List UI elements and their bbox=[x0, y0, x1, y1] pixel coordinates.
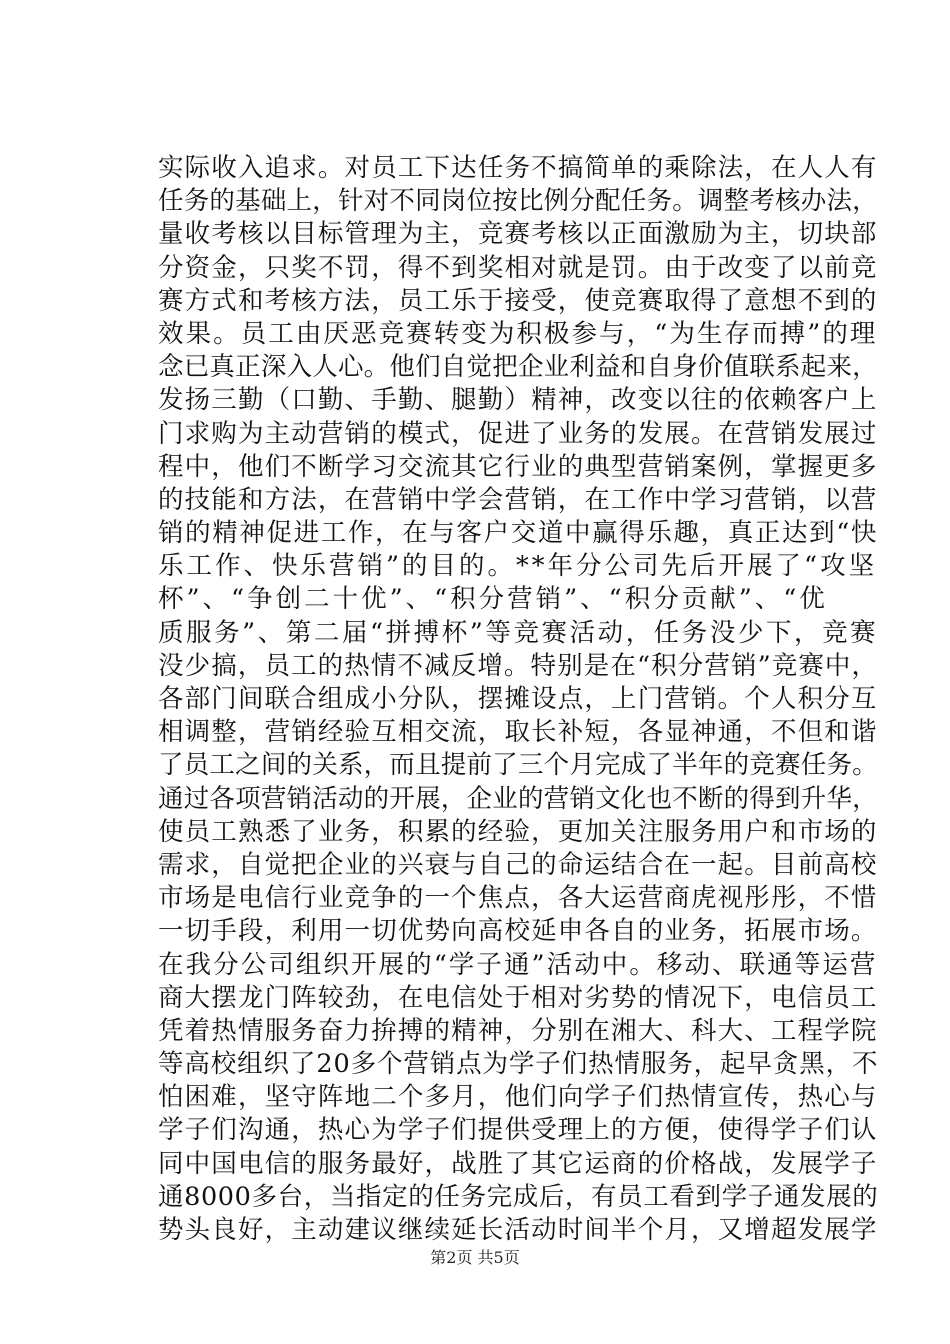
text-line: 没少搞，员工的热情不减反增。特别是在“积分营销”竞赛中， bbox=[158, 650, 878, 681]
text-line: 杯”、“争创二十优”、“积分营销”、“积分贡献”、“优 bbox=[158, 584, 828, 615]
text-line: 各部门间联合组成小分队，摆摊设点，上门营销。个人积分互 bbox=[158, 684, 878, 714]
text-line: 势头良好，主动建议继续延长活动时间半个月，又增超发展学 bbox=[158, 1215, 878, 1245]
text-line: 门求购为主动营销的模式，促进了业务的发展。在营销发展过 bbox=[158, 418, 878, 449]
text-line: 商大摆龙门阵较劲，在电信处于相对劣势的情况下，电信员工 bbox=[158, 982, 878, 1013]
text-line: 程中，他们不断学习交流其它行业的典型营销案例，掌握更多 bbox=[158, 451, 878, 482]
page-footer: 第2页 共5页 bbox=[430, 1248, 520, 1267]
text-line: 通过各项营销活动的开展，企业的营销文化也不断的得到升华， bbox=[158, 783, 878, 814]
text-line: 赛方式和考核方法，员工乐于接受，使竞赛取得了意想不到的 bbox=[158, 285, 878, 316]
text-line: 发扬三勤（口勤、手勤、腿勤）精神，改变以往的依赖客户上 bbox=[158, 385, 878, 416]
text-line: 怕困难，坚守阵地二个多月，他们向学子们热情宣传，热心与 bbox=[158, 1082, 878, 1113]
text-line: 的技能和方法，在营销中学会营销，在工作中学习营销，以营 bbox=[158, 484, 878, 515]
text-line: 凭着热情服务奋力拚搏的精神，分别在湘大、科大、工程学院 bbox=[158, 1015, 878, 1046]
text-line: 学子们沟通，热心为学子们提供受理上的方便，使得学子们认 bbox=[158, 1115, 878, 1146]
text-line: 通8000多台，当指定的任务完成后，有员工看到学子通发展的 bbox=[158, 1181, 878, 1212]
text-line: 等高校组织了20多个营销点为学子们热情服务，起早贪黑，不 bbox=[158, 1049, 878, 1080]
body-text bbox=[158, 152, 878, 1247]
text-line: 相调整，营销经验互相交流，取长补短，各显神通，不但和谐 bbox=[158, 717, 878, 748]
text-line: 销的精神促进工作，在与客户交道中赢得乐趣，真正达到“快 bbox=[158, 518, 878, 549]
text-line: 分资金，只奖不罚，得不到奖相对就是罚。由于改变了以前竞 bbox=[158, 252, 878, 283]
text-line: 使员工熟悉了业务，积累的经验，更加关注服务用户和市场的 bbox=[158, 816, 878, 847]
text-line: 一切手段，利用一切优势向高校延申各自的业务，拓展市场。 bbox=[158, 916, 878, 947]
text-line: 实际收入追求。对员工下达任务不搞简单的乘除法，在人人有 bbox=[158, 153, 878, 183]
text-line: 同中国电信的服务最好，战胜了其它运商的价格战，发展学子 bbox=[158, 1148, 878, 1179]
text-line: 在我分公司组织开展的“学子通”活动中。移动、联通等运营 bbox=[158, 949, 878, 980]
text-line: 市场是电信行业竞争的一个焦点，各大运营商虎视彤彤，不惜 bbox=[158, 883, 878, 914]
text-line: 念已真正深入人心。他们自觉把企业利益和自身价值联系起来， bbox=[158, 352, 878, 383]
text-line: 量收考核以目标管理为主，竞赛考核以正面激励为主，切块部 bbox=[158, 219, 878, 250]
text-line: 乐工作、快乐营销”的目的。**年分公司先后开展了“攻坚 bbox=[158, 551, 878, 582]
text-line: 了员工之间的关系，而且提前了三个月完成了半年的竞赛任务。 bbox=[158, 750, 878, 781]
text-line: 任务的基础上，针对不同岗位按比例分配任务。调整考核办法， bbox=[158, 186, 878, 217]
text-line: 效果。员工由厌恶竞赛转变为积极参与，“为生存而搏”的理 bbox=[158, 318, 878, 349]
text-line: 质服务”、第二届“拼搏杯”等竞赛活动，任务没少下，竞赛 bbox=[158, 617, 878, 648]
text-line: 需求，自觉把企业的兴衰与自己的命运结合在一起。目前高校 bbox=[158, 849, 878, 880]
